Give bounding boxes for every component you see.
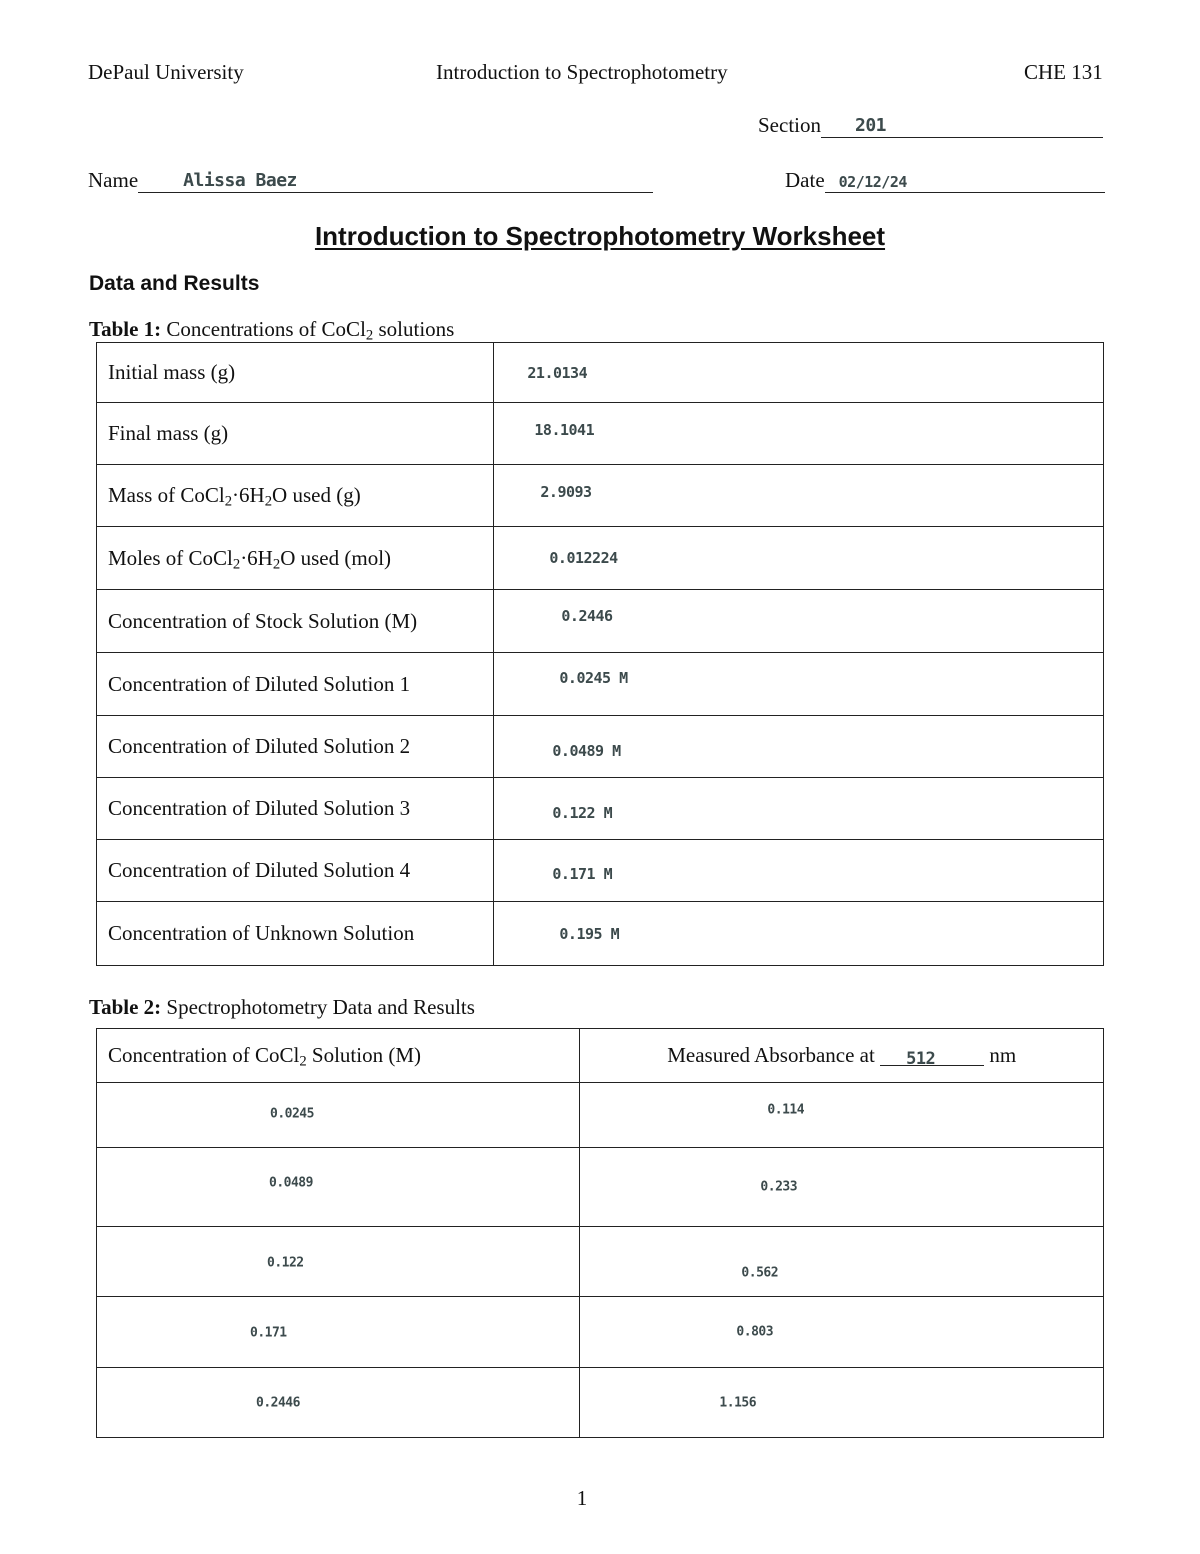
absorbance-value: 0.803 (736, 1324, 774, 1340)
row-label: Final mass (g) (97, 403, 494, 465)
section-heading: Data and Results (89, 272, 260, 295)
row-value-cell (494, 403, 1104, 465)
row-value-cell (494, 653, 1104, 716)
concentration-value: 0.2446 (256, 1395, 300, 1410)
spectrophotometry-table (96, 1028, 1104, 1438)
row-label: Mass of $CoCl_2\cdot 6H_2O$ used (g) (97, 465, 494, 527)
name-value: Alissa Baez (183, 170, 297, 191)
row-value: 0.195 M (559, 924, 620, 943)
section-label: Section (758, 113, 821, 137)
row-label: Concentration of Diluted Solution 4 (97, 840, 494, 902)
wavelength-value: 512 (906, 1049, 936, 1069)
concentrations-table (96, 342, 1104, 966)
table-row (97, 1297, 1104, 1368)
table-row (97, 716, 1104, 778)
table1-caption-label: Table 1: (89, 317, 162, 341)
table-row (97, 653, 1104, 716)
row-value-cell (494, 465, 1104, 527)
absorbance-cell (580, 1148, 1104, 1227)
row-value-cell (494, 840, 1104, 902)
row-value-cell (494, 716, 1104, 778)
section-field (758, 113, 1103, 138)
row-value: 2.9093 (540, 482, 592, 501)
concentration-cell (97, 1083, 580, 1148)
wavelength-line (880, 1043, 984, 1069)
table-row (97, 840, 1104, 902)
table-row (97, 1227, 1104, 1297)
table-row (97, 403, 1104, 465)
row-label: Concentration of Diluted Solution 1 (97, 653, 494, 716)
absorbance-value: 0.114 (767, 1102, 805, 1118)
row-value: 0.122 M (552, 804, 613, 823)
table-header-row (97, 1029, 1104, 1083)
section-line (821, 115, 1103, 138)
table-row (97, 1368, 1104, 1438)
name-line (138, 170, 653, 193)
row-label: Initial mass (g) (97, 343, 494, 403)
absorbance-cell (580, 1297, 1104, 1368)
row-value-cell (494, 590, 1104, 653)
table-row (97, 902, 1104, 966)
concentration-value: 0.0489 (269, 1175, 313, 1191)
table1-caption-text: Concentrations of CoCl$_2$ solutions (166, 317, 455, 344)
table-row (97, 590, 1104, 653)
date-label: Date (785, 168, 825, 192)
absorbance-cell (580, 1227, 1104, 1297)
concentration-cell (97, 1297, 580, 1368)
row-value-cell (494, 778, 1104, 840)
absorbance-value: 1.156 (719, 1395, 757, 1410)
column-header-concentration: Concentration of CoCl$_2$ Solution (M) (97, 1029, 580, 1083)
concentration-cell (97, 1227, 580, 1297)
row-value-cell (494, 902, 1104, 966)
absorbance-value: 0.233 (760, 1179, 798, 1195)
name-label: Name (88, 168, 139, 192)
date-field (785, 168, 1105, 193)
row-value: 18.1041 (534, 420, 595, 439)
row-value: 0.0489 M (552, 742, 621, 761)
name-field (88, 168, 653, 193)
worksheet-title: Introduction to Spectrophotometry Worksheet (314, 221, 886, 251)
row-value: 0.2446 (561, 607, 613, 626)
row-value: 0.171 M (552, 864, 613, 883)
page-number: 1 (576, 1486, 588, 1510)
concentration-value: 0.171 (250, 1325, 287, 1341)
date-value: 02/12/24 (838, 173, 907, 191)
table2-caption (89, 995, 475, 1020)
table2-caption-text: Spectrophotometry Data and Results (166, 995, 475, 1019)
absorbance-cell (580, 1083, 1104, 1148)
concentration-value: 0.0245 (270, 1106, 314, 1122)
section-value: 201 (855, 115, 887, 136)
table1-caption (89, 317, 454, 342)
table2-caption-label: Table 2: (89, 995, 162, 1019)
column-header-absorbance: Measured Absorbance at 512 nm (580, 1029, 1104, 1083)
table-row (97, 1148, 1104, 1227)
table-row (97, 343, 1104, 403)
row-label: Concentration of Diluted Solution 3 (97, 778, 494, 840)
date-line (825, 170, 1105, 193)
row-value-cell (494, 527, 1104, 590)
table-row (97, 778, 1104, 840)
concentration-cell (97, 1368, 580, 1438)
absorbance-value: 0.562 (741, 1265, 779, 1281)
table-row (97, 1083, 1104, 1148)
row-value: 21.0134 (527, 363, 588, 382)
row-label: Concentration of Diluted Solution 2 (97, 716, 494, 778)
header-course-code: CHE 131 (1024, 60, 1103, 84)
row-value: 0.012224 (549, 549, 618, 567)
concentration-value: 0.122 (267, 1255, 304, 1271)
row-value: 0.0245 M (559, 668, 628, 687)
row-label: Concentration of Unknown Solution (97, 902, 494, 966)
header-institution: DePaul University (88, 60, 244, 84)
row-label: Concentration of Stock Solution (M) (97, 590, 494, 653)
table-row (97, 465, 1104, 527)
concentration-cell (97, 1148, 580, 1227)
header-course-title: Introduction to Spectrophotometry (436, 60, 728, 84)
absorbance-cell (580, 1368, 1104, 1438)
row-value-cell (494, 343, 1104, 403)
table-row (97, 527, 1104, 590)
row-label: Moles of $CoCl_2\cdot 6H_2O$ used (mol) (97, 527, 494, 590)
